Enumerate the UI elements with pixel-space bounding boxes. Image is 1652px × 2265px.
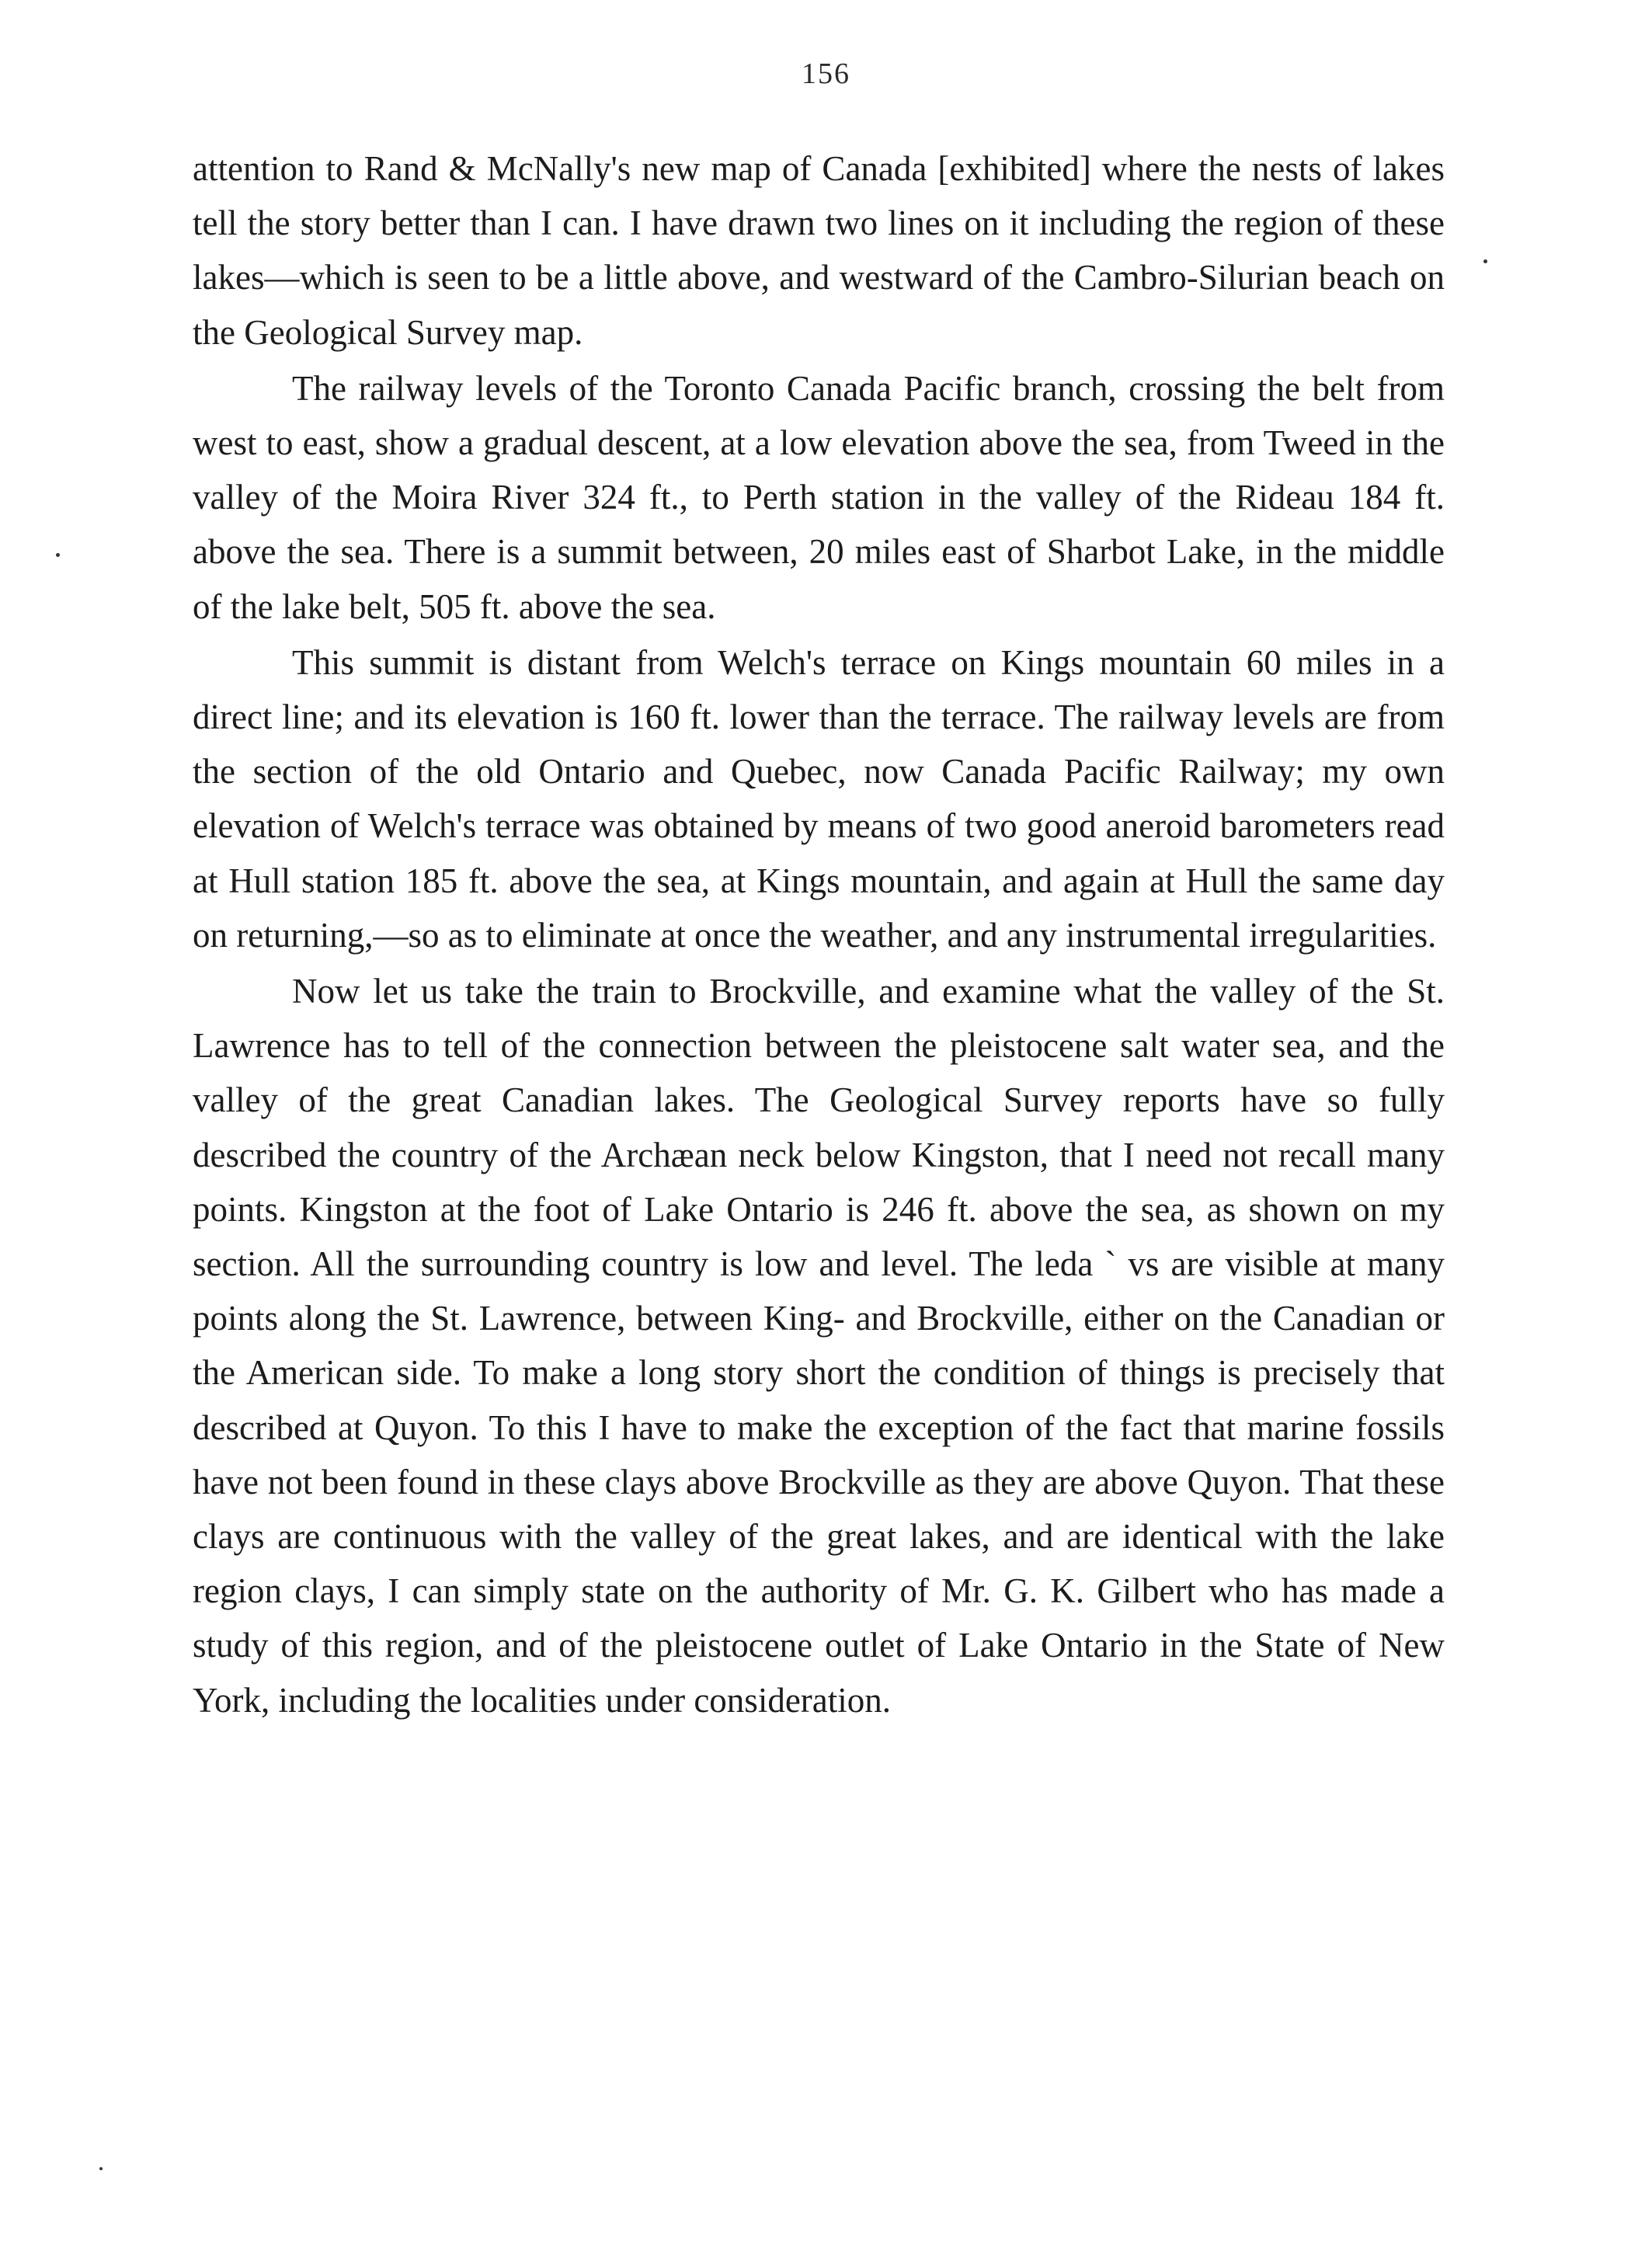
paragraph-1: attention to Rand & McNally's new map of Canada [exhibited] where the nests of lakes tell the story better than I can. I have drawn two lines on it including the region of these lakes—which is seen to be a little above, and westward of the Cambro-Silurian beach on the Geological Survey map. <box>193 149 1445 352</box>
page-number: 156 <box>802 57 850 90</box>
paragraph-2: The railway levels of the Toronto Canada Pacific branch, crossing the belt from west to east, show a gradual descent, at a low elevation above the sea, from Tweed in the valley of the Moira River 324 ft., to Perth station in the valley of the Rideau 184 ft. above the sea. There is a summit between, 20 miles east of Sharbot Lake, in the middle of the lake belt, 505 ft. above the sea. <box>193 368 1445 626</box>
paragraph-3: This summit is distant from Welch's terrace on Kings mountain 60 miles in a direct line; and its elevation is 160 ft. lower than the terrace. The railway levels are from the section of the old Ontario and Quebec, now Canada Pacific Railway; my own elevation of Welch's terrace was obtained by means of two good aneroid barometers read at Hull station 185 ft. above the sea, at Kings mountain, and again at Hull the same day on returning,—so as to eliminate at once the weather, and any instrumental irregularities. <box>193 642 1445 955</box>
scan-speck <box>99 2167 103 2170</box>
scan-speck <box>1483 259 1487 263</box>
paragraph-4: Now let us take the train to Brockville, and examine what the valley of the St. Lawrence has to tell of the connection between the pleistocene salt water sea, and the valley of the great Canadian lakes. The Geological Survey reports have so fully described the country of the Archæan neck below Kingston, that I need not recall many points. Kingston at the foot of Lake Ontario is 246 ft. above the sea, as shown on my section. All the surrounding country is low and level. The leda ` vs are visible at many points along the St. Lawrence, between King- and Brockville, either on the Canadian or the American side. To make a long story short the condition of things is precisely that described at Quyon. To this I have to make the exception of the fact that marine fossils have not been found in these clays above Brockville as they are above Quyon. That these clays are continuous with the valley of the great lakes, and are identical with the lake region clays, I can simply state on the authority of Mr. G. K. Gilbert who has made a study of this region, and of the pleistocene outlet of Lake Ontario in the State of New York, including the localities under consideration. <box>193 972 1445 1720</box>
body-text <box>193 141 1445 1727</box>
scan-speck <box>56 553 60 557</box>
